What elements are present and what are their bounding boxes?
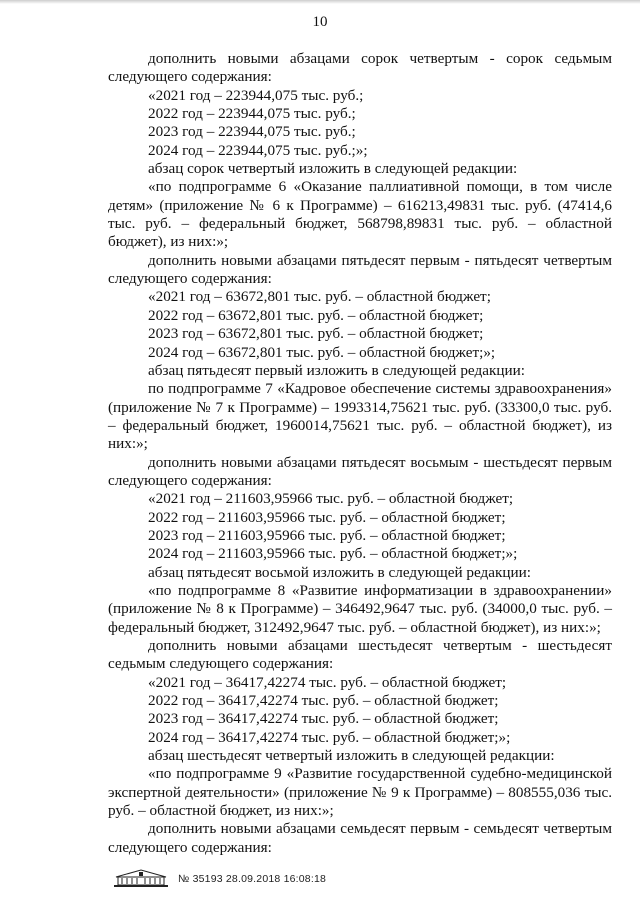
paragraph: 2023 год – 63672,801 тыс. руб. – областной бюджет; — [148, 325, 484, 343]
paragraph: «2021 год – 36417,42274 тыс. руб. – областной бюджет; — [148, 673, 507, 691]
paragraph: 2024 год – 211603,95966 тыс. руб. – областной бюджет;»; — [148, 545, 518, 563]
paragraph: 2024 год – 36417,42274 тыс. руб. – областной бюджет;»; — [148, 728, 511, 746]
paragraph: абзац пятьдесят восьмой изложить в следующей редакции: — [148, 563, 531, 581]
paragraph: дополнить новыми абзацами шестьдесят четвертым - шестьдесят седьмым следующего содержания: — [108, 637, 612, 673]
paragraph: «по подпрограмме 9 «Развитие государственной судебно-медицинской экспертной деятельности» (приложение № 9 к Программе) – 808555,036 тыс. руб. – областной бюджет, из них:»; — [108, 765, 612, 820]
paragraph: 2022 год – 211603,95966 тыс. руб. – областной бюджет; — [148, 508, 506, 526]
paragraph: дополнить новыми абзацами пятьдесят восьмым - шестьдесят первым следующего содержания: — [108, 453, 612, 489]
registry-building-icon — [112, 869, 170, 889]
paragraph: 2023 год – 223944,075 тыс. руб.; — [148, 123, 356, 141]
paragraph: дополнить новыми абзацами сорок четвертым - сорок седьмым следующего содержания: — [108, 50, 612, 86]
paragraph: 2022 год – 223944,075 тыс. руб.; — [148, 105, 356, 123]
paragraph: абзац сорок четвертый изложить в следующей редакции: — [148, 160, 518, 178]
paragraph: абзац пятьдесят первый изложить в следующей редакции: — [148, 361, 525, 379]
document-footer — [112, 868, 326, 890]
paragraph: по подпрограмме 7 «Кадровое обеспечение системы здравоохранения» (приложение № 7 к Программе) – 1993314,75621 тыс. руб. (33300,0 тыс. руб. – федеральный бюджет, 1960014,75621 тыс. руб. – областной бюджет), из них:»; — [108, 380, 612, 453]
paragraph: 2022 год – 63672,801 тыс. руб. – областной бюджет; — [148, 306, 484, 324]
paragraph: «по подпрограмме 8 «Развитие информатизации в здравоохранении» (приложение № 8 к Программе) – 346492,9647 тыс. руб. (34000,0 тыс. руб. – федеральный бюджет, 312492,9647 тыс. руб. – областной бюджет), из них:»; — [108, 581, 612, 636]
scan-top-edge — [0, 0, 640, 4]
page-number: 10 — [312, 14, 328, 30]
paragraph: дополнить новыми абзацами семьдесят первым - семьдесят четвертым следующего содержания: — [108, 820, 612, 856]
paragraph: 2022 год – 36417,42274 тыс. руб. – областной бюджет; — [148, 692, 499, 710]
paragraph: 2023 год – 36417,42274 тыс. руб. – областной бюджет; — [148, 710, 499, 728]
registration-stamp: № 35193 28.09.2018 16:08:18 — [178, 873, 327, 885]
paragraph: дополнить новыми абзацами пятьдесят первым - пятьдесят четвертым следующего содержания: — [108, 251, 612, 288]
paragraph: «по подпрограмме 6 «Оказание паллиативной помощи, в том числе детям» (приложение № 6 к Программе) – 616213,49831 тыс. руб. (47414,6 тыс. руб. – федеральный бюджет, 568798,89831 тыс. руб. – областной бюджет), из них:»; — [108, 178, 612, 251]
paragraph: «2021 год – 223944,075 тыс. руб.; — [148, 86, 364, 104]
document-body — [108, 50, 612, 857]
paragraph: «2021 год – 211603,95966 тыс. руб. – областной бюджет; — [148, 490, 514, 508]
paragraph: 2024 год – 63672,801 тыс. руб. – областной бюджет;»; — [148, 343, 496, 361]
paragraph: 2024 год – 223944,075 тыс. руб.;»; — [148, 141, 368, 159]
paragraph: «2021 год – 63672,801 тыс. руб. – областной бюджет; — [148, 288, 491, 306]
paragraph: 2023 год – 211603,95966 тыс. руб. – областной бюджет; — [148, 526, 506, 544]
paragraph: абзац шестьдесят четвертый изложить в следующей редакции: — [148, 747, 555, 765]
